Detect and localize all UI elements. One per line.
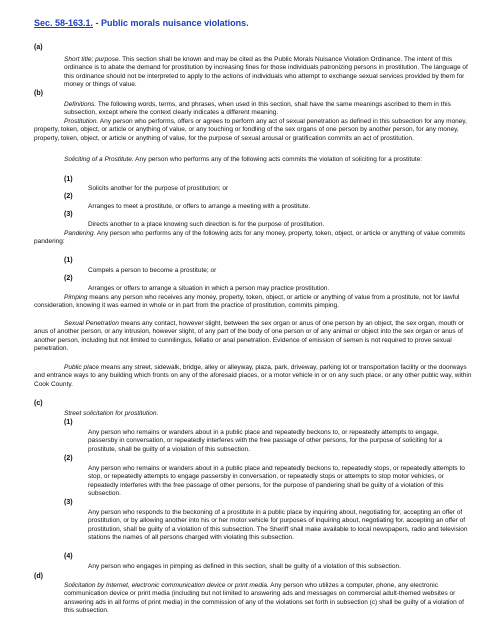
text-sexual-penetration: means any contact, however slight, between the sex organ or anus of one person by an object, the sex organ, mouth or anus of another person, or any intrusion, however slight, of any part of the body of one person or of any animal or object into the sex organ or anus of another person, including but not limited to cunnilingus, fellatio or anal penetration. Evidence of emission of semen is not required to prove sexual penetration. [34,320,465,352]
section-heading [34,18,249,29]
paragraph-definitions [64,101,472,118]
paragraph-pandering [34,230,472,247]
term-pandering: Pandering. [64,230,96,237]
soliciting-item-2-num: (2) [64,193,73,200]
term-soliciting: Soliciting of a Prostitute. [64,156,134,163]
street-item-3-num: (3) [64,499,73,506]
label-a: (a) [34,44,43,51]
paragraph-soliciting [64,156,472,164]
term-sexual-penetration: Sexual Penetration [64,320,119,327]
term-prostitution: Prostitution. [64,118,99,125]
pandering-item-2: Arranges or offers to arrange a situation in which a person may practice prostitution. [88,285,330,292]
term-street-solicitation: Street solicitation for prostitution. [64,410,159,417]
street-item-4-num: (4) [64,553,73,560]
paragraph-prostitution [34,118,472,143]
text-soliciting: Any person who performs any of the following acts commits the violation of soliciting for a prostitute: [133,156,423,163]
pandering-item-1: Compels a person to become a prostitute; or [88,267,217,274]
soliciting-item-3-num: (3) [64,211,73,218]
label-c: (c) [34,400,43,407]
soliciting-item-1: Solicits another for the purpose of prostitution; or [88,185,229,192]
section-title: - Public morals nuisance violations. [93,18,249,28]
soliciting-item-3: Directs another to a place knowing such direction is for the purpose of prostitution. [88,221,325,228]
term-public-place: Public place [64,364,100,371]
text-internet-solicitation: Any person who utilizes a computer, phone, any electronic communication device or print media (including but not limited to answering ads and messages on commercial adult-themed websites or answering ads in all forms of print media) in the commission of any of the violations set forth in subsection (c) shall be guilty of a violation of this subsection. [64,582,464,614]
text-prostitution: Any person who performs, offers or agrees to perform any act of sexual penetration as defined in this subsection for any money, property, token, object, or article or anything of value, or any touching or fondling of the sex organs of one person by another person, for any money, property, token, object, or article or anything of value, for the purpose of sexual arousal or gratification commits an act of prostitution. [34,118,467,142]
paragraph-public-place [34,364,472,389]
soliciting-item-2: Arranges to meet a prostitute, or offers to arrange a meeting with a prostitute. [88,203,311,210]
term-definitions: Definitions. [64,101,97,108]
text-short-title: This section shall be known and may be cited as the Public Morals Nuisance Violation Ordinance. The intent of this ordinance is to abate the demand for prostitution by increasing fines for those individuals patronizing persons in prostitution. The language of this ordinance should not be interpreted to apply to the actions of individuals who attempt to exchange sexual services provided by them for money or things of value. [64,56,468,88]
street-item-2-num: (2) [64,455,73,462]
label-d: (d) [34,573,43,580]
street-item-4: Any person who engages in pimping as defined in this section, shall be guilty of a violation of this subsection. [88,563,401,570]
text-pimping: means any person who receives any money, property, token, object, or article or anything of value from a prostitute, not for lawful consideration, knowing it was earned in whole or in part from the practice of prostitution, commits pimping. [34,294,460,310]
pandering-item-2-num: (2) [64,275,73,282]
pandering-item-1-num: (1) [64,257,73,264]
term-pimping: Pimping [64,294,88,301]
label-b: (b) [34,90,43,97]
section-link[interactable]: Sec. 58-163.1. [34,18,94,28]
paragraph-pimping [34,294,472,311]
term-internet-solicitation: Solicitation by Internet, electronic communication device or print media. [64,582,269,589]
street-item-3: Any person who responds to the beckoning of a prostitute in a public place by inquiring about, negotiating for, accepting an offer of prostitution, or by allowing another into his or her motor vehicle for purposes of inquiring about, negotiating for, accepting an offer of prostitution, shall be guilty of a violation of this subsection. The Sheriff shall make available to local newspapers, radio and television stations the names of all persons charged with violating this subsection. [88,509,468,541]
paragraph-sexual-penetration [34,320,472,353]
paragraph-a [64,56,472,89]
text-pandering: Any person who performs any of the following acts for any money, property, token, object, or article or anything of value commits pandering: [34,230,466,246]
paragraph-d [64,582,472,615]
street-item-1: Any person who remains or wanders about in a public place and repeatedly beckons to, or repeatedly attempts to engage, passersby in conversation, or repeatedly interferes with the free passage of other persons, for the purpose of soliciting for a prostitute, shall be guilty of a violation of this subsection. [88,429,443,453]
text-definitions: The following words, terms, and phrases, when used in this section, shall have the same meanings ascribed to them in this subsection, except where the context clearly indicates a different meaning. [64,101,451,117]
street-item-2: Any person who remains or wanders about in a public place and repeatedly beckons to, repeatedly stops, or repeatedly attempts to stop, or repeatedly attempts to engage passersby in conversation, or repeatedly stops or attempts to stop motor vehicles, or repeatedly interferes with the free passage of other persons, for the purpose of pandering shall be guilty of a violation of this subsection. [88,465,465,497]
text-public-place: means any street, sidewalk, bridge, alley or alleyway, plaza, park, driveway, parking lot or transportation facility or the doorways and entrance ways to any building which fronts on any of the aforesaid places, or a motor vehicle in or on any such place, or any other public way, within Cook County. [34,364,472,388]
soliciting-item-1-num: (1) [64,176,73,183]
street-item-1-num: (1) [64,419,73,426]
term-short-title: Short title; purpose. [64,56,121,63]
